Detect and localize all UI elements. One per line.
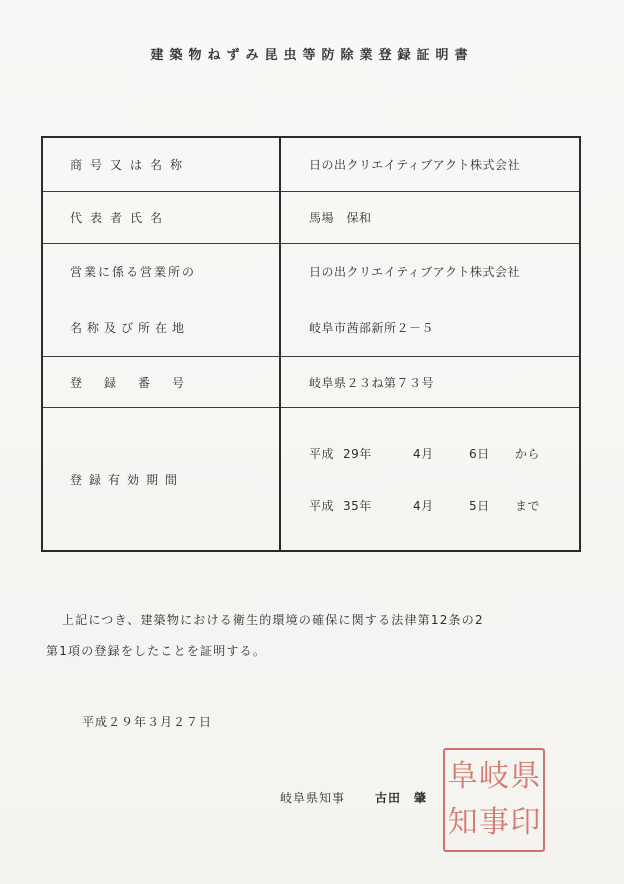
- office-label-line2: 名称及び所在地: [70, 321, 190, 335]
- issue-date: 平成２９年３月２７日: [82, 715, 213, 729]
- signer: [280, 789, 427, 806]
- from-era: 平成: [309, 446, 335, 461]
- office-name-value: 日の出クリエイティブアクト株式会社: [309, 265, 520, 279]
- signer-name: 古田 肇: [375, 791, 428, 805]
- from-year: 29年: [343, 446, 372, 461]
- seal-char: 知: [447, 805, 478, 840]
- representative-label: 代表者氏名: [42, 192, 280, 244]
- table-row: [42, 244, 580, 357]
- office-value: [280, 244, 580, 357]
- statement-line-2: 第1項の登録をしたことを証明する。: [46, 644, 267, 658]
- seal-char: 県: [510, 759, 541, 794]
- signer-title: 岐阜県知事: [280, 791, 346, 805]
- seal-char: 事: [478, 805, 509, 840]
- validity-to: [309, 479, 579, 531]
- from-suffix: から: [515, 446, 541, 461]
- validity-period-value: [280, 408, 580, 552]
- statement-line-1: 上記につき、建築物における衛生的環境の確保に関する法律第12条の2: [62, 613, 484, 627]
- table-row: [42, 192, 580, 244]
- from-day: 6日: [469, 446, 490, 461]
- table-row: [42, 137, 580, 192]
- seal-glyphs: [447, 754, 541, 846]
- to-year: 35年: [343, 498, 372, 513]
- trade-name-label: 商号又は名称: [42, 137, 280, 192]
- document-title: 建築物ねずみ昆虫等防除業登録証明書: [150, 48, 474, 63]
- office-label-line1: 営業に係る営業所の: [70, 265, 197, 279]
- registration-number-value: 岐阜県２３ね第７３号: [280, 357, 580, 408]
- official-seal-stamp: [443, 748, 545, 852]
- to-month: 4月: [413, 498, 434, 513]
- office-address-value: 岐阜市茜部新所２－５: [309, 321, 435, 335]
- seal-char: 阜: [447, 759, 478, 794]
- representative-value: 馬場 保和: [280, 192, 580, 244]
- to-suffix: まで: [515, 498, 541, 513]
- to-day: 5日: [469, 498, 490, 513]
- certification-statement: [46, 605, 586, 667]
- validity-period-label: 登録有効期間: [42, 408, 280, 552]
- table-row: [42, 408, 580, 552]
- to-era: 平成: [309, 498, 335, 513]
- office-label: [42, 244, 280, 357]
- seal-char: 岐: [478, 759, 509, 794]
- table-row: [42, 357, 580, 408]
- from-month: 4月: [413, 446, 434, 461]
- validity-from: [309, 427, 579, 479]
- seal-char: 印: [510, 805, 541, 840]
- trade-name-value: 日の出クリエイティブアクト株式会社: [280, 137, 580, 192]
- registration-number-label: 登録番号: [42, 357, 280, 408]
- registration-table: [41, 136, 581, 552]
